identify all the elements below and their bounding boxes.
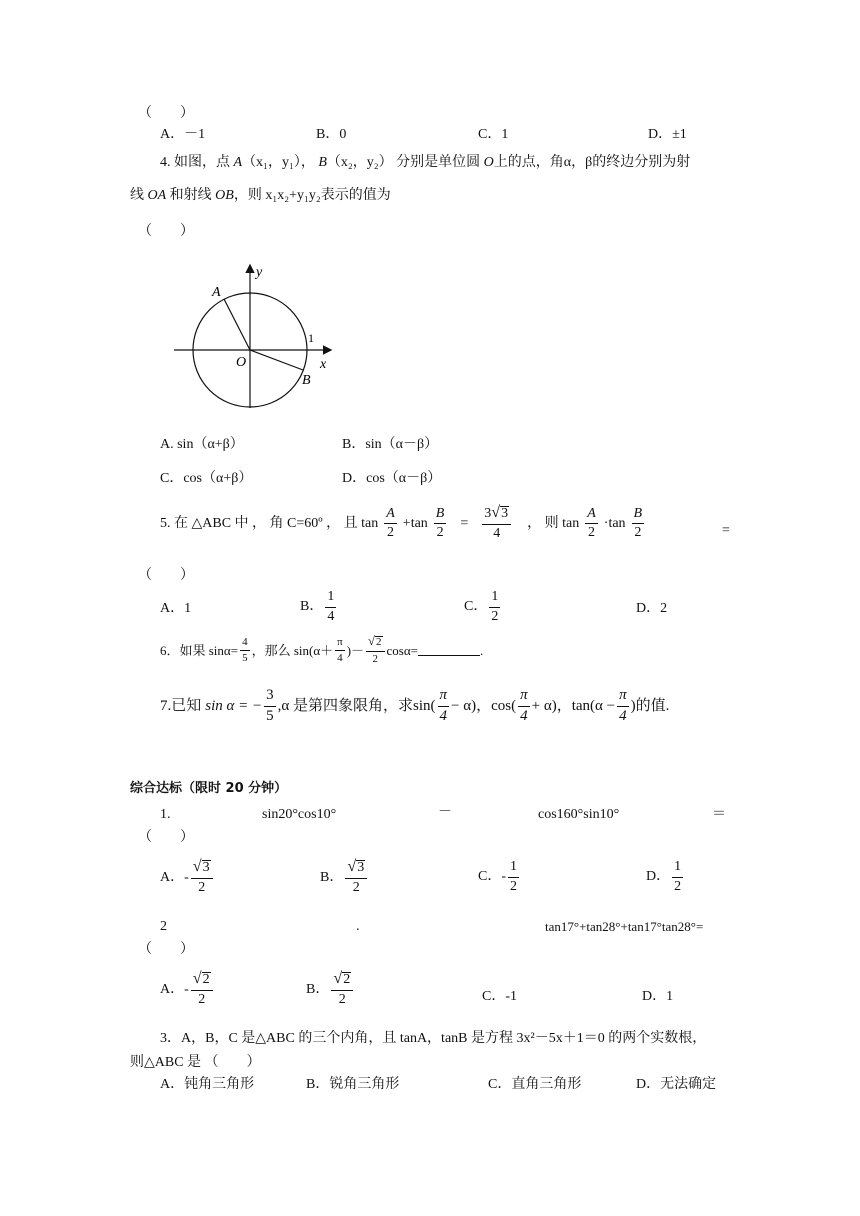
q4-line1 [160,156,690,170]
label-o: O [236,355,247,370]
q6-end: . [479,643,484,659]
label-x: x [320,357,327,372]
s1-minus: － [438,805,452,820]
q4-line2-c: ，则 [233,188,262,203]
label-y: y [256,265,263,280]
unit-circle-figure [168,258,340,414]
q5-frac-b-over-2: $\frac{B}{2}$ [435,505,445,541]
q4-point-b-coord: （x₂，y₂） [326,155,393,170]
q4-point-a-coord: （x₁，y₁）， [242,155,315,170]
q7-sin-open: sin( [413,697,436,714]
q4-answer-paren: （ ） [138,223,194,239]
s3-line1: 3．A，B，C 是△ABC 的三个内角，且 tanA，tanB 是方程 3x²－5x＋1＝0 的两个实数根， [160,1031,707,1046]
q4-line2-b: 和射线 [169,188,212,203]
q4-point-b: B [318,155,327,170]
q5-lead: 5. 在 △ABC 中 ， 角 C=60º ， 且 tan [160,515,379,531]
q5-equals-end: = [722,523,730,538]
s3-option-b: B．锐角三角形 [306,1077,400,1092]
q7-frac-pi-4-b: $\frac{\pi}{4}$ [520,687,528,724]
q7-lead: 7.已知 [160,697,202,714]
s3-line2: 则△ABC 是 （ ） [130,1055,261,1070]
q6-answer-blank[interactable] [418,645,480,656]
q4-point-a: A [233,155,243,170]
q5-option-a: A．1 [160,601,192,616]
s1-number: 1. [160,807,171,822]
q7-cos-open: cos( [491,697,517,714]
s2-option-a: A．- √ 2 2 [160,972,215,1007]
s1-option-d: D． $\frac{1}{2}$ [646,859,682,894]
q3-option-c: C．1 [478,127,509,142]
q4-ray-ob: OB [215,188,234,203]
q4-option-c: C．cos（α+β） [160,471,253,486]
q4-text1: 分别是单位圆 [396,155,481,170]
q4-option-a: A. sin（α+β） [160,437,244,452]
q7-end: 的值. [635,697,670,714]
q7-frac-pi-4-a: $\frac{\pi}{4}$ [439,687,448,724]
q7-comma1: ， [476,697,492,714]
q5-equals: = [460,515,469,531]
q4-option-b: B．sin（α－β） [342,437,439,452]
q5-dot-tan: ·tan [603,515,626,531]
q3-option-b: B．0 [316,127,347,142]
s1-answer-paren: （ ） [138,829,194,845]
q6-frac-4-5: $\frac{4}{5}$ [242,635,248,665]
q7-mid: ,α 是第四象限角，求 [277,697,414,714]
q6-lead: 6．如果 sinα= [160,643,239,659]
q5-frac-b2-second: $\frac{B}{2}$ [633,505,643,541]
s2-option-c: C．-1 [482,989,517,1004]
q5-frac-3sqrt3-over-4: 3 √ 3 4 [482,506,511,541]
s2-answer-paren: （ ） [138,941,194,957]
q7-sin-tail: − α) [451,697,477,714]
q5-frac-a-over-2: $\frac{A}{2}$ [386,505,395,541]
q5-option-d: D．2 [636,601,668,616]
q7-sin-alpha: sin α = − [205,697,263,714]
q4-expression: x₁x₂+y₁y₂ [265,188,321,203]
q7-comma2: ， [556,697,572,714]
s1-option-c: C．- $\frac{1}{2}$ [478,859,517,894]
q4-line2-a: 线 [130,188,144,203]
q3-answer-paren: （ ） [138,105,194,121]
q3-option-a: A．－1 [160,127,206,142]
s3-option-d: D．无法确定 [636,1077,717,1092]
q6-line [160,636,483,665]
s1-option-a: A．- √ 3 2 [160,860,215,895]
s1-equals: ＝ [712,807,726,822]
q5-answer-paren: （ ） [138,567,194,583]
q5-line [160,506,646,541]
q6-mid: ，那么 sin(α＋ [251,643,334,659]
q4-lead: 4. 如图，点 [160,155,230,170]
ray-ob [250,350,303,370]
label-a: A [212,285,221,300]
q5-option-c: C． $\frac{1}{2}$ [464,589,499,624]
ray-oa [224,299,250,350]
q7-line [160,688,669,725]
s2-dot: . [356,919,360,934]
q4-ray-oa: OA [147,188,167,203]
q4-line2-d: 表示的值为 [320,188,391,203]
s1-term1: sin20°cos10° [262,807,337,822]
q6-frac-sqrt2-2: √ 2 2 [366,636,384,665]
s3-option-a: A．钝角三角形 [160,1077,255,1092]
s2-option-b: B． √ 2 2 [306,972,355,1007]
q7-tan-open: tan(α − [571,697,616,714]
label-one: 1 [308,331,314,345]
q4-text2: 上的点，角α，β的终边分别为射 [493,155,691,170]
s1-option-b: B． √ 3 2 [320,860,369,895]
q4-line2 [130,189,391,203]
q7-cos-tail: + α) [531,697,557,714]
section-title: 综合达标（限时 20 分钟） [130,781,288,796]
q6-mid2: )－ [346,643,365,659]
q6-frac-pi-4: $\frac{\pi}{4}$ [337,635,343,665]
s2-number: 2 [160,919,167,934]
s3-option-c: C．直角三角形 [488,1077,582,1092]
q3-option-d: D．±1 [648,127,687,142]
q4-origin: O [483,155,494,170]
q5-plus-tan: +tan [402,515,428,531]
q5-option-b: B． $\frac{1}{4}$ [300,589,335,624]
q7-frac-3-5: $\frac{3}{5}$ [266,687,274,724]
q7-tan-tail: ) [630,697,636,714]
q4-option-d: D．cos（α－β） [342,471,442,486]
s1-term2: cos160°sin10° [538,807,620,822]
label-b: B [302,373,311,388]
q5-frac-a2-second: $\frac{A}{2}$ [587,505,596,541]
q5-then: ， 则 tan [527,515,580,531]
q6-tail: cosα= [386,643,418,659]
s2-option-d: D．1 [642,989,674,1004]
s2-expression: tan17°+tan28°+tan17°tan28°= [545,919,704,934]
q7-frac-pi-4-c: $\frac{\pi}{4}$ [619,687,627,724]
